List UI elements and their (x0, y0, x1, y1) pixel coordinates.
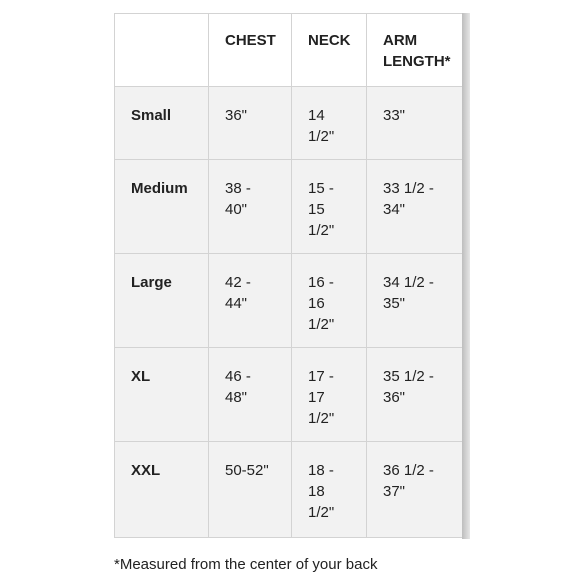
size-table (114, 13, 468, 538)
header-neck: NECK (292, 14, 367, 87)
arm-cell: 36 1/2 - 37" (367, 442, 469, 538)
arm-cell: 35 1/2 - 36" (367, 348, 469, 442)
header-corner (115, 14, 209, 87)
header-arm-length: ARM LENGTH* (367, 14, 469, 87)
table-row (115, 442, 469, 538)
scroll-edge-shadow (462, 13, 470, 539)
chest-cell: 50-52" (209, 442, 292, 538)
size-cell: XXL (115, 442, 209, 538)
arm-cell: 33" (367, 87, 469, 160)
size-cell: Large (115, 254, 209, 348)
neck-cell: 18 - 18 1/2" (292, 442, 367, 538)
size-table-container[interactable] (114, 13, 468, 539)
chest-cell: 42 - 44" (209, 254, 292, 348)
neck-cell: 16 - 16 1/2" (292, 254, 367, 348)
arm-cell: 33 1/2 - 34" (367, 160, 469, 254)
table-row (115, 348, 469, 442)
size-cell: Small (115, 87, 209, 160)
table-header-row (115, 14, 469, 87)
neck-cell: 14 1/2" (292, 87, 367, 160)
chest-cell: 36" (209, 87, 292, 160)
neck-cell: 17 - 17 1/2" (292, 348, 367, 442)
size-cell: Medium (115, 160, 209, 254)
table-row (115, 87, 469, 160)
neck-cell: 15 - 15 1/2" (292, 160, 367, 254)
table-row (115, 160, 469, 254)
chest-cell: 46 - 48" (209, 348, 292, 442)
footnote: *Measured from the center of your back (114, 556, 378, 573)
table-row (115, 254, 469, 348)
size-cell: XL (115, 348, 209, 442)
header-chest: CHEST (209, 14, 292, 87)
arm-cell: 34 1/2 - 35" (367, 254, 469, 348)
chest-cell: 38 - 40" (209, 160, 292, 254)
